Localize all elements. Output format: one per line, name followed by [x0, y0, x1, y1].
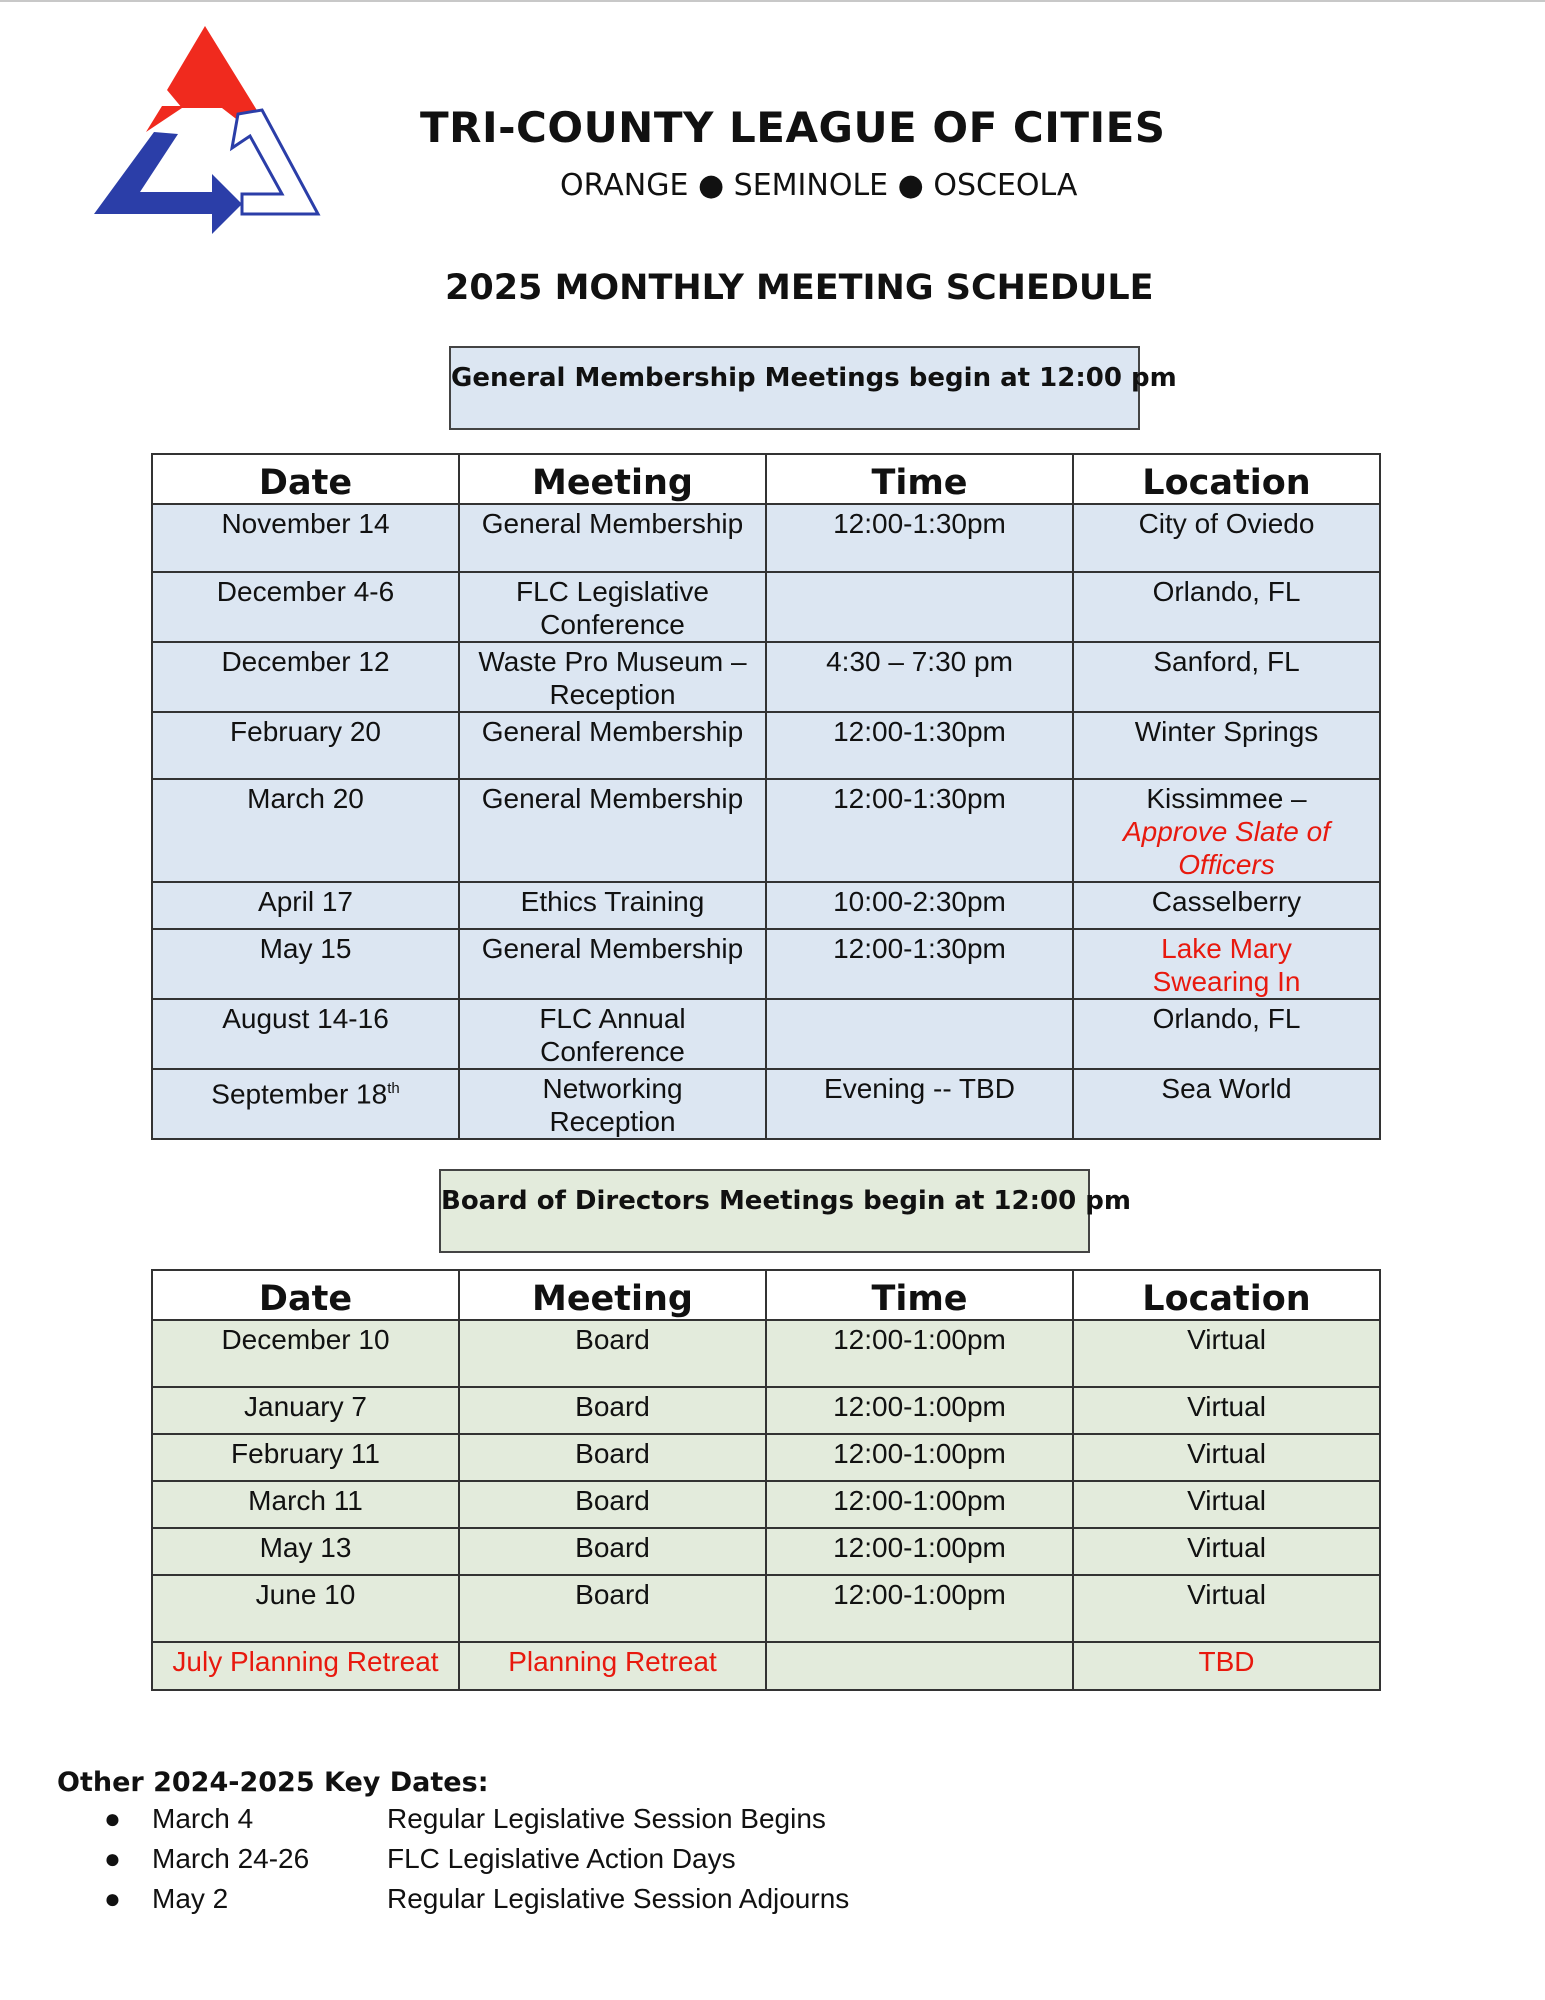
meeting-cell: Waste Pro Museum – Reception	[459, 642, 766, 712]
meeting-cell: Ethics Training	[459, 882, 766, 929]
date-cell	[152, 1069, 459, 1139]
date-cell: March 11	[152, 1481, 459, 1528]
time-cell: 12:00-1:00pm	[766, 1575, 1073, 1642]
date-cell: May 15	[152, 929, 459, 999]
meeting-cell: Planning Retreat	[459, 1642, 766, 1690]
location-cell: Virtual	[1073, 1387, 1380, 1434]
table-row	[152, 1642, 1380, 1690]
time-cell: 12:00-1:30pm	[766, 929, 1073, 999]
key-date: March 4	[152, 1803, 254, 1834]
key-date-event: Regular Legislative Session Begins	[387, 1803, 826, 1834]
meeting-cell: FLC Legislative Conference	[459, 572, 766, 642]
time-cell: 12:00-1:30pm	[766, 504, 1073, 572]
location-cell: Lake Mary Swearing In	[1073, 929, 1380, 999]
list-item	[0, 1883, 1000, 1923]
table-row	[152, 1481, 1380, 1528]
location-cell: Virtual	[1073, 1320, 1380, 1387]
column-header-date: Date	[152, 454, 459, 504]
date-cell: December 10	[152, 1320, 459, 1387]
key-date: March 24-26	[152, 1843, 310, 1874]
table-header-row	[152, 454, 1380, 504]
date-suffix: th	[387, 1080, 400, 1097]
table-row	[152, 572, 1380, 642]
time-cell	[766, 1642, 1073, 1690]
table-row	[152, 1528, 1380, 1575]
meeting-cell: Networking Reception	[459, 1069, 766, 1139]
meeting-cell: Board	[459, 1575, 766, 1642]
date-cell: November 14	[152, 504, 459, 572]
key-dates-title: Other 2024-2025 Key Dates:	[57, 1767, 489, 1798]
column-header-location: Location	[1073, 1270, 1380, 1320]
meeting-cell: General Membership	[459, 712, 766, 779]
location-cell: Virtual	[1073, 1575, 1380, 1642]
meeting-cell: Board	[459, 1481, 766, 1528]
time-cell	[766, 572, 1073, 642]
table-row	[152, 1434, 1380, 1481]
date-cell: August 14-16	[152, 999, 459, 1069]
time-cell	[766, 999, 1073, 1069]
table-row	[152, 642, 1380, 712]
time-cell: 12:00-1:00pm	[766, 1528, 1073, 1575]
table-row	[152, 882, 1380, 929]
meeting-cell: Board	[459, 1434, 766, 1481]
table-row	[152, 1069, 1380, 1139]
meeting-cell: Board	[459, 1320, 766, 1387]
table-header-row	[152, 1270, 1380, 1320]
general-membership-banner: General Membership Meetings begin at 12:00 pm	[449, 346, 1140, 430]
time-cell: 12:00-1:30pm	[766, 779, 1073, 882]
time-cell: 12:00-1:00pm	[766, 1387, 1073, 1434]
location-cell: Virtual	[1073, 1528, 1380, 1575]
column-header-meeting: Meeting	[459, 1270, 766, 1320]
meeting-cell: General Membership	[459, 929, 766, 999]
date-cell: January 7	[152, 1387, 459, 1434]
table-row	[152, 1387, 1380, 1434]
table-row	[152, 999, 1380, 1069]
key-date: May 2	[152, 1883, 229, 1914]
bullet-icon: ●	[104, 1803, 121, 1834]
date-cell: February 11	[152, 1434, 459, 1481]
time-cell: 12:00-1:00pm	[766, 1481, 1073, 1528]
date-cell: April 17	[152, 882, 459, 929]
column-header-time: Time	[766, 454, 1073, 504]
table-row	[152, 712, 1380, 779]
location-text: Kissimmee –	[1146, 783, 1307, 814]
board-table	[151, 1269, 1381, 1691]
time-cell: Evening -- TBD	[766, 1069, 1073, 1139]
column-header-date: Date	[152, 1270, 459, 1320]
county-list: ORANGE ● SEMINOLE ● OSCEOLA	[560, 168, 1078, 203]
date-cell: July Planning Retreat	[152, 1642, 459, 1690]
column-header-location: Location	[1073, 454, 1380, 504]
location-cell: Orlando, FL	[1073, 572, 1380, 642]
bullet-icon: ●	[104, 1883, 121, 1914]
time-cell: 12:00-1:30pm	[766, 712, 1073, 779]
time-cell: 4:30 – 7:30 pm	[766, 642, 1073, 712]
key-date-event: FLC Legislative Action Days	[387, 1843, 736, 1874]
location-cell: Sanford, FL	[1073, 642, 1380, 712]
location-cell: City of Oviedo	[1073, 504, 1380, 572]
list-item	[0, 1843, 1000, 1883]
meeting-cell: General Membership	[459, 779, 766, 882]
page-top-rule	[0, 0, 1545, 2]
meeting-cell: Board	[459, 1387, 766, 1434]
board-banner: Board of Directors Meetings begin at 12:00 pm	[439, 1169, 1090, 1253]
location-cell: Winter Springs	[1073, 712, 1380, 779]
schedule-title: 2025 MONTHLY MEETING SCHEDULE	[445, 268, 1154, 308]
time-cell: 12:00-1:00pm	[766, 1434, 1073, 1481]
date-cell: June 10	[152, 1575, 459, 1642]
general-membership-table	[151, 453, 1381, 1140]
org-name: TRI-COUNTY LEAGUE OF CITIES	[420, 103, 1166, 152]
date-cell: December 12	[152, 642, 459, 712]
table-row	[152, 1575, 1380, 1642]
location-cell: Virtual	[1073, 1481, 1380, 1528]
tri-arrow-logo-icon	[92, 22, 322, 237]
location-cell: TBD	[1073, 1642, 1380, 1690]
date-text: September 18	[211, 1078, 388, 1110]
bullet-icon: ●	[104, 1843, 121, 1874]
meeting-cell: General Membership	[459, 504, 766, 572]
meeting-cell: Board	[459, 1528, 766, 1575]
location-cell	[1073, 779, 1380, 882]
location-note: Approve Slate of Officers	[1122, 816, 1331, 880]
column-header-time: Time	[766, 1270, 1073, 1320]
table-row	[152, 1320, 1380, 1387]
location-cell: Casselberry	[1073, 882, 1380, 929]
table-row	[152, 929, 1380, 999]
table-row	[152, 779, 1380, 882]
table-row	[152, 504, 1380, 572]
key-date-event: Regular Legislative Session Adjourns	[387, 1883, 850, 1914]
list-item	[0, 1803, 1000, 1843]
date-cell: February 20	[152, 712, 459, 779]
key-dates-list	[0, 1803, 1000, 1923]
location-cell: Virtual	[1073, 1434, 1380, 1481]
location-cell: Sea World	[1073, 1069, 1380, 1139]
location-cell: Orlando, FL	[1073, 999, 1380, 1069]
column-header-meeting: Meeting	[459, 454, 766, 504]
time-cell: 10:00-2:30pm	[766, 882, 1073, 929]
time-cell: 12:00-1:00pm	[766, 1320, 1073, 1387]
date-cell: December 4-6	[152, 572, 459, 642]
meeting-cell: FLC Annual Conference	[459, 999, 766, 1069]
date-cell: May 13	[152, 1528, 459, 1575]
date-cell: March 20	[152, 779, 459, 882]
